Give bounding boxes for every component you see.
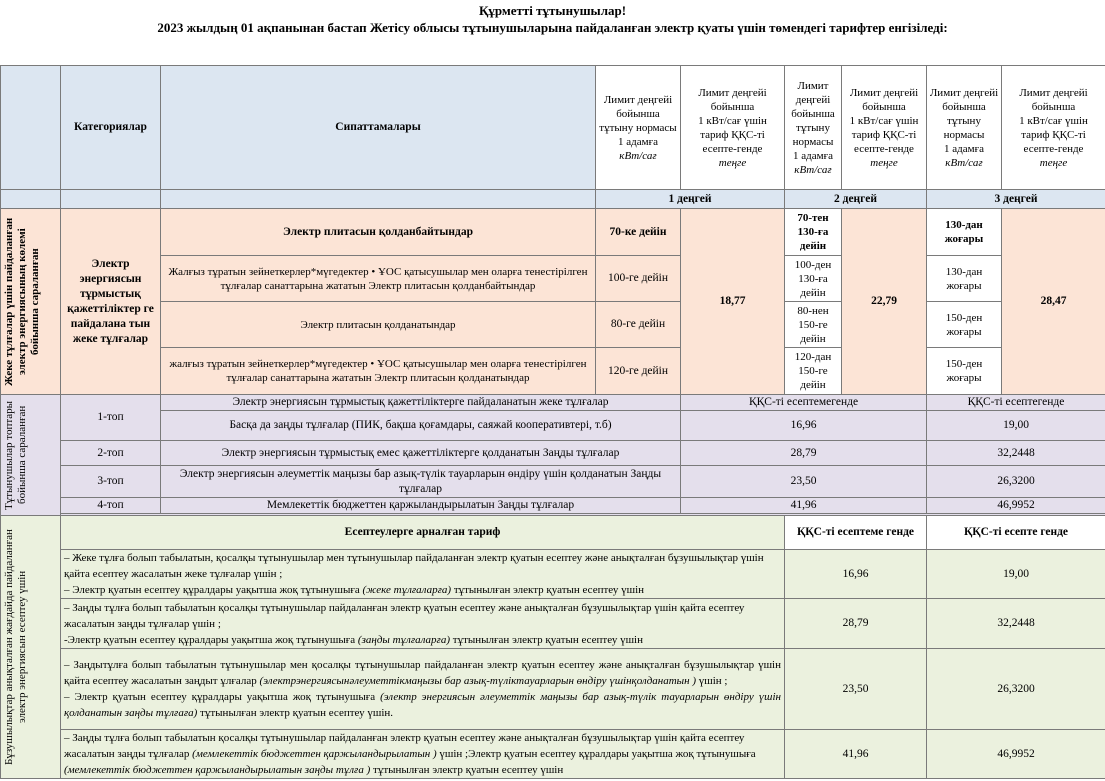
violators-desc-3: – Заңды тұлға болып табылатын қосалқы тұтынушылар пайдаланған электр қуатын есептеу және анықталған бұзушылықтар үшін қайта есептеу жасалатын заңды тұлғалар (мемлекеттік бюджеттен қаржыландырылатын ) үшін ;Электр қуатын есептеу құралдары уақытша жоқ тұтынушыға (мемлекеттік бюджеттен қаржыландырылатын заңды тұлға ) тұтынылған электр қуатын есептеу үшін	[61, 730, 785, 779]
header-l1-tariff: Лимит деңгейі бойынша 1 кВт/сағ үшін тариф ҚҚС-ті есепте-генде теңге	[681, 66, 785, 190]
groups-col-without-vat: ҚҚС-ті есептемегенде	[681, 395, 927, 411]
violators-vertical-label: Бұзушылықтар анықталған жағдайда пайдаланған электр энергиясын есептеу үшін	[1, 516, 61, 779]
individuals-l2-1: 100-ден 130-ға дейін	[785, 256, 842, 302]
header-l2-norm: Лимит деңгейі бойынша тұтыну нормасы 1 адамға кВт/сағ	[785, 66, 842, 190]
individuals-l1-3: 120-ге дейін	[596, 348, 681, 395]
violators-v2-2: 26,3200	[927, 649, 1105, 730]
individuals-tariff-l2: 22,79	[842, 209, 927, 395]
group-desc-1: Электр энергиясын тұрмыстық емес қажеттіліктерге қолданатын Заңды тұлғалар	[161, 441, 681, 466]
individuals-l1-0: 70-ке дейін	[596, 209, 681, 256]
individuals-desc-3: жалғыз тұратын зейнеткерлер*мүгедектер • ҰОС қатысушылар мен оларға тенестірілген тұлғалар санаттарына жататын Электр плитасын қолданатындар	[161, 348, 596, 395]
page-title: Құрметті тұтынушылар!	[478, 3, 627, 18]
individuals-tariff-l3: 28,47	[1002, 209, 1105, 395]
header-level2: 2 деңгей	[785, 190, 927, 209]
group-v2-2: 26,3200	[927, 466, 1105, 498]
header-l3-tariff: Лимит деңгейі бойынша 1 кВт/сағ үшін тариф ҚҚС-ті есепте-генде теңге	[1002, 66, 1105, 190]
header-descriptions: Сипаттамалары	[161, 66, 596, 190]
individuals-desc-2: Электр плитасын қолданатындар	[161, 302, 596, 348]
group-name-1: 2-топ	[61, 441, 161, 466]
violators-header: Есептеулерге арналған тариф	[61, 516, 785, 550]
group-v2-0: 19,00	[927, 411, 1105, 441]
individuals-l1-2: 80-ге дейін	[596, 302, 681, 348]
group-desc-0b: Басқа да заңды тұлғалар (ПИК, бақша қоғамдары, саяжай кооперативтері, т.б)	[161, 411, 681, 441]
group-v1-1: 28,79	[681, 441, 927, 466]
violators-desc-2: – Заңдытұлға болып табылатын тұтынушылар мен қосалқы тұтынушылар пайдаланған электр қуатын есептеу және анықталған бұзушылықтар үшін қайта есептеу жасалатын заңдыт ұлғалар (электрэнергиясынәлеуметтікмаңызы бар азық-түліктауарларын өндіру үшінқолданатын ) үшін ; – Электр қуатын есептеу құралдары уақытша жоқ тұтынушыға (электр энергиясын әлеуметтік маңызы бар азық-түлік тауарларын өндіру үшін қолданатын заңды тұлғаға) тұтынылған электр қуатын есептеу үшін.	[61, 649, 785, 730]
header-categories: Категориялар	[61, 66, 161, 190]
group-v1-2: 23,50	[681, 466, 927, 498]
header-l2-tariff: Лимит деңгейі бойынша 1 кВт/сағ үшін тариф ҚҚС-ті есепте-генде теңге	[842, 66, 927, 190]
group-v1-3: 41,96	[681, 498, 927, 514]
individuals-tariff-l1: 18,77	[681, 209, 785, 395]
group-name-2: 3-топ	[61, 466, 161, 498]
group-v2-3: 46,9952	[927, 498, 1105, 514]
page-subtitle: 2023 жылдың 01 ақпанынан бастап Жетісу облысы тұтынушыларына пайдаланған электр қуаты үшін төмендегі тарифтер енгізіледі:	[157, 20, 948, 35]
tariff-table	[0, 65, 1105, 779]
violators-v2-3: 46,9952	[927, 730, 1105, 779]
individuals-category: Электр энергиясын тұрмыстық қажеттіліктер ге пайдалана тын жеке тұлғалар	[61, 209, 161, 395]
header-level3: 3 деңгей	[927, 190, 1105, 209]
groups-col-with-vat: ҚҚС-ті есептегенде	[927, 395, 1105, 411]
individuals-desc-0: Электр плитасын қолданбайтындар	[161, 209, 596, 256]
individuals-desc-1: Жалғыз тұратын зейнеткерлер*мүгедектер • ҰОС қатысушылар мен оларға тенестірілген тұлғалар санаттарына жататын Электр плитасын қолданбайтындар	[161, 256, 596, 302]
group-v1-0: 16,96	[681, 411, 927, 441]
violators-v2-1: 32,2448	[927, 599, 1105, 649]
header-l3-norm: Лимит деңгейі бойынша тұтыну нормасы 1 адамға кВт/сағ	[927, 66, 1002, 190]
violators-col-with-vat: ҚҚС-ті есепте генде	[927, 516, 1105, 550]
header-level1: 1 деңгей	[596, 190, 785, 209]
violators-desc-0: – Жеке тұлға болып табылатын, қосалқы тұтынушылар мен тұтынушылар пайдаланған электр қуатын есептеу және анықталған бұзушылықтар үшін қайта есептеу жасалатын жеке тұлғалар үшін ; – Электр қуатын есептеу құралдары уақытша жоқ тұтынушыға (жеке тұлғаларға) тұтынылған электр қуатын есептеу үшін	[61, 550, 785, 599]
violators-v2-0: 19,00	[927, 550, 1105, 599]
header-blank	[1, 66, 61, 190]
individuals-l3-0: 130-дан жоғары	[927, 209, 1002, 256]
group-desc-0a: Электр энергиясын тұрмыстық қажеттіліктерге пайдаланатын жеке тұлғалар	[161, 395, 681, 411]
individuals-vertical-label: Жеке тұлғалар үшін пайдаланған электр энергиясының көлемі бойынша сараланған	[1, 209, 61, 395]
group-name-3: 4-топ	[61, 498, 161, 514]
individuals-l1-1: 100-ге дейін	[596, 256, 681, 302]
individuals-l2-2: 80-нен 150-ге дейін	[785, 302, 842, 348]
group-desc-3: Мемлекеттік бюджеттен қаржыландырылатын Заңды тұлғалар	[161, 498, 681, 514]
violators-v1-2: 23,50	[785, 649, 927, 730]
groups-vertical-label: Тұтынушылар топтары бойынша сараланған	[1, 395, 61, 516]
violators-col-without-vat: ҚҚС-ті есептеме генде	[785, 516, 927, 550]
group-v2-1: 32,2448	[927, 441, 1105, 466]
group-desc-2: Электр энергиясын әлеуметтік маңызы бар азық-түлік тауарларын өндіру үшін қолданатын Заңды тұлғалар	[161, 466, 681, 498]
header-l1-norm: Лимит деңгейі бойынша тұтыну нормасы 1 адамға кВт/сағ	[596, 66, 681, 190]
violators-v1-3: 41,96	[785, 730, 927, 779]
individuals-l2-0: 70-тен 130-ға дейін	[785, 209, 842, 256]
violators-v1-0: 16,96	[785, 550, 927, 599]
individuals-l3-2: 150-ден жоғары	[927, 302, 1002, 348]
individuals-l3-1: 130-дан жоғары	[927, 256, 1002, 302]
violators-desc-1: – Заңды тұлға болып табылатын қосалқы тұтынушылар пайдаланған электр қуатын есептеу және анықталған бұзушылықтар үшін қайта есептеу жасалатын заңды тұлғалар үшін ; -Электр қуатын есептеу құралдары уақытша жоқ тұтынушыға (заңды тұлғаларға) тұтынылған электр қуатын есептеу үшін	[61, 599, 785, 649]
individuals-l3-3: 150-ден жоғары	[927, 348, 1002, 395]
violators-v1-1: 28,79	[785, 599, 927, 649]
group-name-0: 1-топ	[61, 395, 161, 441]
individuals-l2-3: 120-дан 150-ге дейін	[785, 348, 842, 395]
